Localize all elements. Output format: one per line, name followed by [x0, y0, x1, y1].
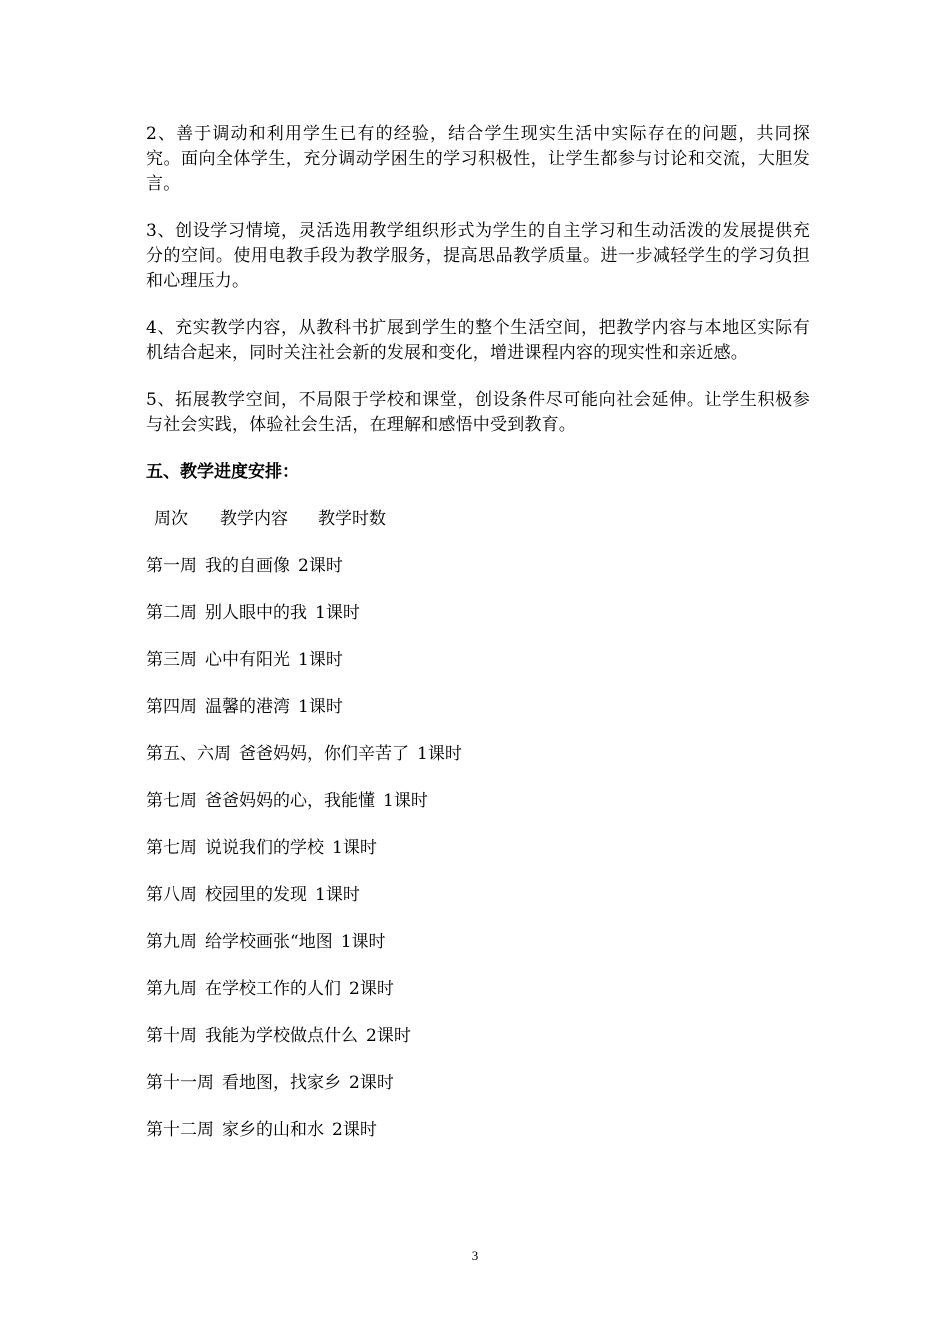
schedule-week: 第三周: [146, 650, 197, 670]
schedule-hours: 2课时: [332, 1120, 377, 1140]
schedule-header: [146, 507, 810, 532]
schedule-hours: 1课时: [315, 603, 360, 623]
schedule-content: 给学校画张“地图: [205, 932, 333, 952]
schedule-row: [146, 554, 810, 579]
schedule-content: 温馨的港湾: [205, 697, 290, 717]
schedule-header-content: 教学内容: [220, 509, 288, 529]
schedule-content: 我能为学校做点什么: [205, 1026, 358, 1046]
schedule-row: [146, 930, 810, 955]
schedule-week: 第二周: [146, 603, 197, 623]
schedule-week: 第十一周: [146, 1073, 214, 1093]
schedule-week: 第七周: [146, 791, 197, 811]
section-heading-schedule: 五、教学进度安排：: [146, 462, 299, 482]
schedule-week: 第七周: [146, 838, 197, 858]
schedule-week: 第九周: [146, 979, 197, 999]
schedule-row: [146, 742, 810, 767]
schedule-content: 看地图，找家乡: [222, 1073, 341, 1093]
schedule-content: 爸爸妈妈的心，我能懂: [205, 791, 375, 811]
schedule-row: [146, 977, 810, 1002]
schedule-content: 校园里的发现: [205, 885, 307, 905]
schedule-week: 第十周: [146, 1026, 197, 1046]
schedule-content: 在学校工作的人们: [205, 979, 341, 999]
paragraph-item-5: 5、拓展教学空间，不局限于学校和课堂，创设条件尽可能向社会延伸。让学生积极参与社会实践，体验社会生活，在理解和感悟中受到教育。: [146, 390, 810, 435]
schedule-content: 心中有阳光: [205, 650, 290, 670]
schedule-content: 说说我们的学校: [205, 838, 324, 858]
schedule-row: [146, 695, 810, 720]
schedule-hours: 1课时: [298, 650, 343, 670]
schedule-row: [146, 601, 810, 626]
paragraph-item-3: 3、创设学习情境，灵活选用教学组织形式为学生的自主学习和生动活泼的发展提供充分的空间。使用电教手段为教学服务，提高思品教学质量。进一步减轻学生的学习负担和心理压力。: [146, 221, 810, 291]
schedule-header-hours: 教学时数: [318, 509, 386, 529]
schedule-content: 家乡的山和水: [222, 1120, 324, 1140]
schedule-content: 爸爸妈妈，你们辛苦了: [239, 744, 409, 764]
schedule-week: 第四周: [146, 697, 197, 717]
schedule-hours: 2课时: [298, 556, 343, 576]
schedule-row: [146, 836, 810, 861]
document-body: [146, 122, 810, 1165]
schedule-hours: 1课时: [332, 838, 377, 858]
schedule-week: 第十二周: [146, 1120, 214, 1140]
schedule-hours: 1课时: [298, 697, 343, 717]
paragraph-item-4: 4、充实教学内容，从教科书扩展到学生的整个生活空间，把教学内容与本地区实际有机结合起来，同时关注社会新的发展和变化，增进课程内容的现实性和亲近感。: [146, 318, 810, 363]
schedule-hours: 1课时: [383, 791, 428, 811]
schedule-week: 第一周: [146, 556, 197, 576]
schedule-hours: 1课时: [417, 744, 462, 764]
schedule-row: [146, 1071, 810, 1096]
schedule-week: 第五、六周: [146, 744, 231, 764]
schedule-header-week: 周次: [154, 509, 188, 529]
paragraph-item-2: 2、善于调动和利用学生已有的经验，结合学生现实生活中实际存在的问题，共同探究。面向全体学生，充分调动学困生的学习积极性，让学生都参与讨论和交流，大胆发言。: [146, 124, 810, 194]
schedule-row: [146, 789, 810, 814]
schedule-row: [146, 1024, 810, 1049]
schedule-hours: 2课时: [349, 979, 394, 999]
schedule-row: [146, 883, 810, 908]
schedule-hours: 2课时: [366, 1026, 411, 1046]
page-number: 3: [471, 1248, 479, 1263]
schedule-hours: 1课时: [340, 932, 386, 952]
schedule-hours: 1课时: [315, 885, 360, 905]
schedule-week: 第九周: [146, 932, 197, 952]
schedule-week: 第八周: [146, 885, 197, 905]
schedule-hours: 2课时: [349, 1073, 394, 1093]
schedule-content: 别人眼中的我: [205, 603, 307, 623]
schedule-row: [146, 648, 810, 673]
schedule-content: 我的自画像: [205, 556, 290, 576]
schedule-row: [146, 1118, 810, 1143]
